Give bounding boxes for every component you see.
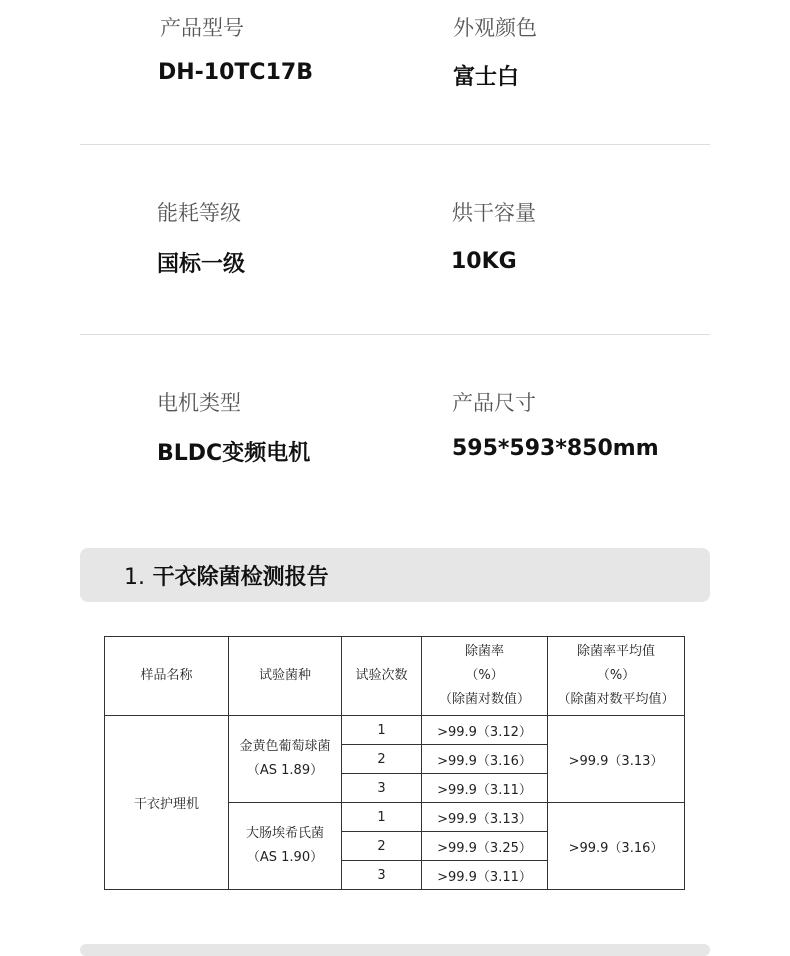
header-rate xyxy=(422,637,548,716)
header-rate-line3: （除菌对数值） xyxy=(438,692,530,707)
header-avg-line3: （除菌对数平均值） xyxy=(557,692,675,707)
section-title xyxy=(124,560,329,591)
spec-value-size: 595*593*850mm xyxy=(452,436,659,461)
sterilization-report-table xyxy=(104,636,685,890)
header-sample: 样品名称 xyxy=(105,637,229,716)
trial-rate: >99.9（3.12） xyxy=(422,716,548,745)
trial-rate: >99.9（3.13） xyxy=(422,803,548,832)
section-header xyxy=(80,548,710,602)
divider xyxy=(80,144,710,145)
spec-label-capacity: 烘干容量 xyxy=(452,201,536,225)
strain-name: 金黄色葡萄球菌 xyxy=(239,739,331,754)
section-number: 1. xyxy=(124,565,145,590)
strain-cell xyxy=(229,716,342,803)
spec-label-model: 产品型号 xyxy=(160,16,244,40)
strain-code: （AS 1.89） xyxy=(246,763,324,778)
spec-value-model: DH-10TC17B xyxy=(158,60,313,85)
header-rate-line2: （%） xyxy=(465,668,504,683)
strain-name: 大肠埃希氏菌 xyxy=(245,826,324,841)
spec-value-capacity: 10KG xyxy=(451,249,517,274)
divider xyxy=(80,334,710,335)
trial-number: 1 xyxy=(342,803,422,832)
header-rate-line1: 除菌率 xyxy=(464,644,504,659)
average-cell: >99.9（3.13） xyxy=(548,716,685,803)
header-strain: 试验菌种 xyxy=(229,637,342,716)
average-cell: >99.9（3.16） xyxy=(548,803,685,890)
sample-name-cell: 干衣护理机 xyxy=(105,716,229,890)
spec-label-color: 外观颜色 xyxy=(453,16,537,40)
trial-rate: >99.9（3.11） xyxy=(422,861,548,890)
table-header-row xyxy=(105,637,685,716)
trial-rate: >99.9（3.11） xyxy=(422,774,548,803)
spec-value-motor: BLDC变频电机 xyxy=(157,441,311,466)
trial-number: 2 xyxy=(342,832,422,861)
header-avg-line2: （%） xyxy=(596,668,636,683)
table-row xyxy=(105,716,685,745)
spec-label-energy: 能耗等级 xyxy=(157,201,241,225)
spec-value-energy: 国标一级 xyxy=(157,252,246,277)
spec-label-motor: 电机类型 xyxy=(157,391,241,415)
strain-code: （AS 1.90） xyxy=(246,850,324,865)
trial-number: 1 xyxy=(342,716,422,745)
strain-cell xyxy=(229,803,342,890)
spec-value-color: 富士白 xyxy=(453,65,520,90)
section-title-text: 干衣除菌检测报告 xyxy=(152,565,329,590)
trial-rate: >99.9（3.16） xyxy=(422,745,548,774)
spec-label-size: 产品尺寸 xyxy=(452,391,536,415)
trial-number: 3 xyxy=(342,774,422,803)
next-section-header xyxy=(80,944,710,956)
trial-number: 2 xyxy=(342,745,422,774)
header-times: 试验次数 xyxy=(342,637,422,716)
header-average xyxy=(548,637,685,716)
trial-number: 3 xyxy=(342,861,422,890)
trial-rate: >99.9（3.25） xyxy=(422,832,548,861)
header-avg-line1: 除菌率平均值 xyxy=(576,644,655,659)
